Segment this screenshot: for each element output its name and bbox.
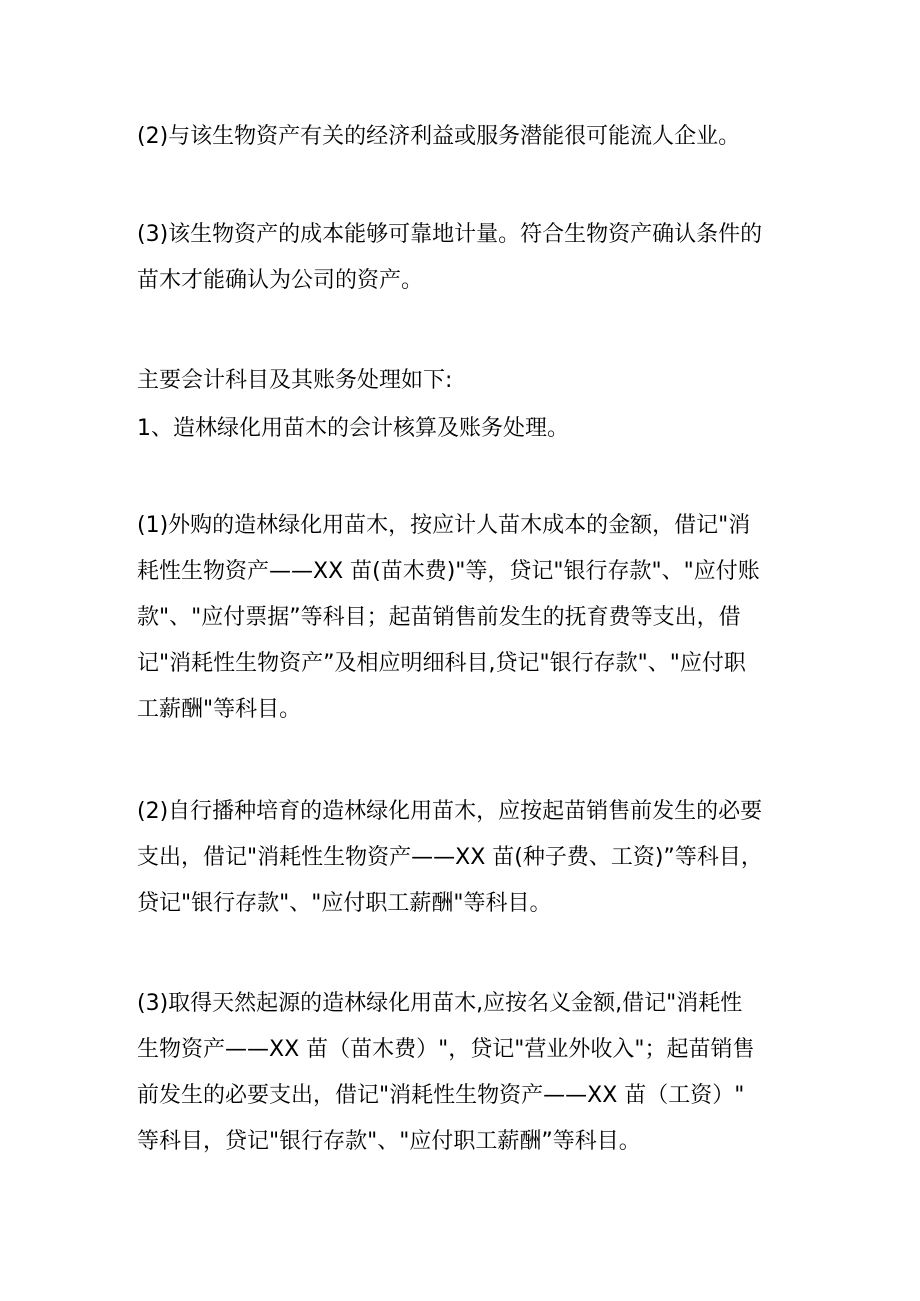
- paragraph-self-sown-seedlings: [137, 789, 797, 927]
- text-line: 生物资产——XX 苗（苗木费）"，贷记"营业外收入"；起苗销售: [137, 1037, 755, 1062]
- paragraph-condition-3: [137, 212, 797, 304]
- text-line: 苗木才能确认为公司的资产。: [137, 268, 424, 293]
- text-line: (3)该生物资产的成本能够可靠地计量。符合生物资产确认条件的: [137, 222, 763, 247]
- text-line: (2)自行播种培育的造林绿化用苗木，应按起苗销售前发生的必要: [137, 799, 763, 824]
- text-line: 1、造林绿化用苗木的会计核算及账务处理。: [137, 416, 569, 441]
- text-line: (2)与该生物资产有关的经济利益或服务潜能很可能流人企业。: [137, 124, 741, 149]
- paragraph-accounting-intro: [137, 358, 797, 404]
- text-line: (1)外购的造林绿化用苗木，按应计人苗木成本的金额，借记"消: [137, 513, 751, 538]
- text-line: 等科目，贷记"银行存款"、"应付职工薪酬”等科目。: [137, 1129, 641, 1154]
- paragraph-purchased-seedlings: [137, 503, 797, 733]
- text-line: 记"消耗性生物资产”及相应明细科目,贷记"银行存款"、"应付职: [137, 651, 746, 676]
- paragraph-condition-2: [137, 114, 797, 160]
- text-line: 贷记"银行存款"、"应付职工薪酬"等科目。: [137, 891, 552, 916]
- text-line: 前发生的必要支出，借记"消耗性生物资产——XX 苗（工资）": [137, 1083, 745, 1108]
- text-line: 主要会计科目及其账务处理如下:: [137, 368, 453, 393]
- section-heading-1: [137, 406, 797, 452]
- text-line: 支出，借记"消耗性生物资产——XX 苗(种子费、工资)”等科目，: [137, 845, 763, 870]
- text-line: 工薪酬"等科目。: [137, 697, 302, 722]
- text-line: 耗性生物资产——XX 苗(苗木费)"等，贷记"银行存款"、"应付账: [137, 559, 760, 584]
- text-line: (3)取得天然起源的造林绿化用苗木,应按名义金额,借记"消耗性: [137, 991, 743, 1016]
- paragraph-natural-seedlings: [137, 981, 797, 1165]
- text-line: 款"、"应付票据”等科目；起苗销售前发生的抚育费等支出，借: [137, 605, 741, 630]
